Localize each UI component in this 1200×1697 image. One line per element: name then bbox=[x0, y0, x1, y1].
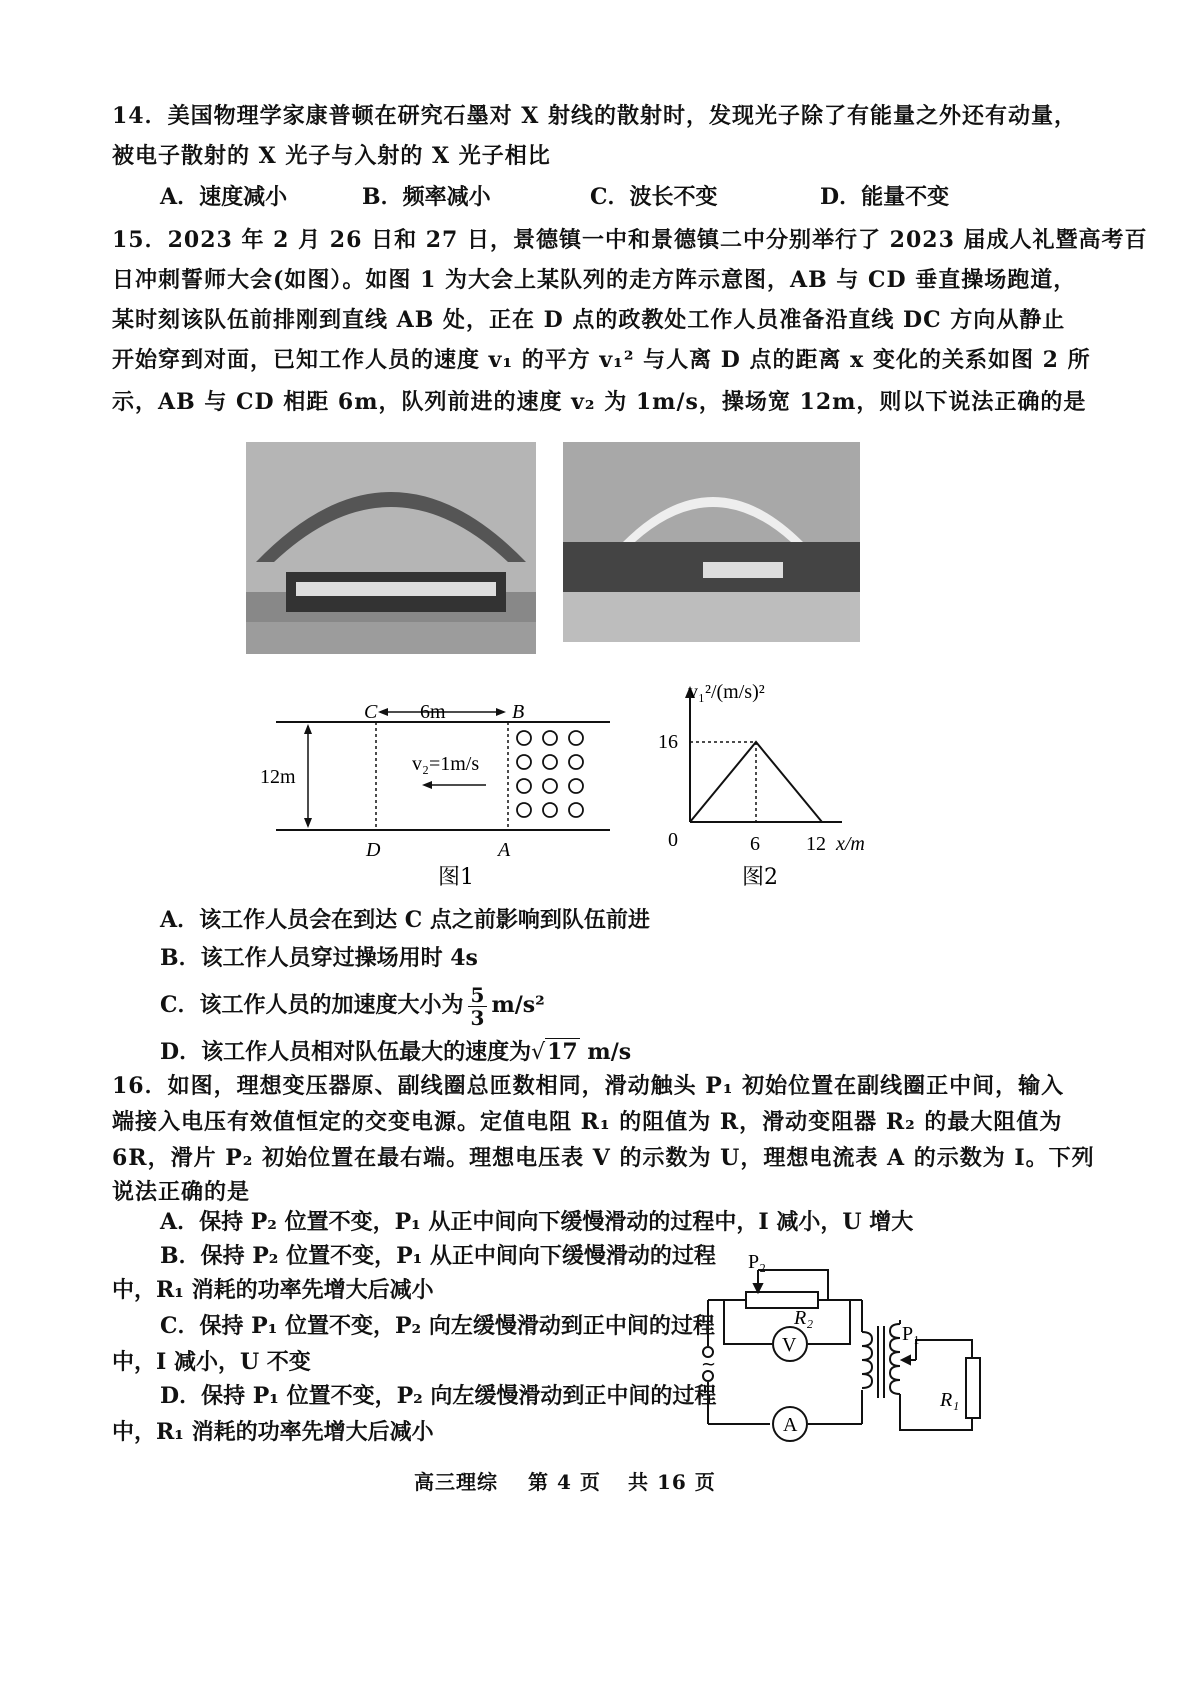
q16-option-c-line2: 中，I 减小，U 不变 bbox=[112, 1349, 311, 1375]
q15-option-a: A．该工作人员会在到达 C 点之前影响到队伍前进 bbox=[160, 907, 650, 933]
q15-line1: 15．2023 年 2 月 26 日和 27 日，景德镇一中和景德镇二中分别举行了 2023 届成人礼暨高考百 bbox=[112, 227, 1148, 253]
label-r2: R₂ bbox=[794, 1307, 814, 1329]
ceremony-photo-right bbox=[563, 442, 860, 642]
fraction-numerator: 5 bbox=[468, 984, 488, 1007]
q16-option-a: A．保持 P₂ 位置不变，P₁ 从正中间向下缓慢滑动的过程中，I 减小，U 增大 bbox=[160, 1209, 914, 1235]
footer-total: 共 16 页 bbox=[628, 1470, 716, 1494]
tick-16: 16 bbox=[658, 731, 678, 753]
q14-option-d: D．能量不变 bbox=[820, 184, 950, 210]
q16-line4: 说法正确的是 bbox=[112, 1179, 251, 1205]
ac-source-icon: ~ bbox=[701, 1354, 717, 1375]
label-c: C bbox=[364, 701, 378, 723]
q15-line2: 日冲刺誓师大会(如图）。如图 1 为大会上某队列的走方阵示意图，AB 与 CD 垂直操场跑道， bbox=[112, 267, 1077, 293]
sqrt-symbol: √ bbox=[531, 1040, 546, 1065]
q14-line1: 14．美国物理学家康普顿在研究石墨对 X 射线的散射时，发现光子除了有能量之外还有动量， bbox=[112, 103, 1078, 129]
width-label: 12m bbox=[260, 766, 296, 788]
marching-formation bbox=[517, 731, 583, 817]
figure-2-graph bbox=[652, 672, 892, 894]
distance-label: 6m bbox=[420, 701, 446, 723]
fraction bbox=[468, 984, 488, 1029]
q16-option-c-line1: C．保持 P₁ 位置不变，P₂ 向左缓慢滑动到正中间的过程 bbox=[160, 1313, 715, 1339]
ceremony-photo-left bbox=[246, 442, 536, 654]
q16-option-b-line1: B．保持 P₂ 位置不变，P₁ 从正中间向下缓慢滑动的过程 bbox=[160, 1243, 716, 1269]
ammeter-label: A bbox=[783, 1414, 798, 1436]
footer-subject: 高三理综 bbox=[414, 1470, 498, 1494]
figure-1-caption: 图1 bbox=[438, 865, 474, 890]
q15-option-d-text: D．该工作人员相对队伍最大的速度为 bbox=[160, 1039, 532, 1065]
q16-line2: 端接入电压有效值恒定的交变电源。定值电阻 R₁ 的阻值为 R，滑动变阻器 R₂ 的最大阻值为 bbox=[112, 1109, 1063, 1135]
q15-option-d-unit: m/s bbox=[587, 1039, 632, 1065]
tick-6: 6 bbox=[750, 833, 760, 855]
tick-12: 12 bbox=[806, 833, 826, 855]
transformer-circuit bbox=[690, 1254, 1010, 1454]
q16-line1: 16．如图，理想变压器原、副线圈总匝数相同，滑动触头 P₁ 初始位置在副线圈正中间，输入 bbox=[112, 1073, 1065, 1099]
q14-line2: 被电子散射的 X 光子与入射的 X 光子相比 bbox=[112, 143, 551, 169]
q16-line3: 6R，滑片 P₂ 初始位置在最右端。理想电压表 V 的示数为 U，理想电流表 A 的示数为 I。下列 bbox=[112, 1145, 1095, 1171]
label-d: D bbox=[366, 839, 381, 861]
q15-line4: 开始穿到对面，已知工作人员的速度 v₁ 的平方 v₁² 与人离 D 点的距离 x 变化的关系如图 2 所 bbox=[112, 347, 1091, 373]
label-b: B bbox=[512, 701, 525, 723]
secondary-coil bbox=[890, 1324, 900, 1394]
figure-2-caption: 图2 bbox=[742, 865, 778, 890]
voltmeter-label: V bbox=[782, 1334, 797, 1356]
q15-option-b: B．该工作人员穿过操场用时 4s bbox=[160, 945, 478, 971]
label-p2: P₂ bbox=[748, 1254, 767, 1273]
q15-option-c-unit: m/s² bbox=[491, 992, 545, 1018]
q16-option-b-line2: 中，R₁ 消耗的功率先增大后减小 bbox=[112, 1277, 434, 1303]
q14-option-a: A．速度减小 bbox=[160, 184, 288, 210]
q16-option-d-line2: 中，R₁ 消耗的功率先增大后减小 bbox=[112, 1419, 434, 1445]
label-p1: P₁ bbox=[902, 1323, 921, 1345]
q16-option-d-line1: D．保持 P₁ 位置不变，P₂ 向左缓慢滑动到正中间的过程 bbox=[160, 1383, 717, 1409]
footer-page: 第 4 页 bbox=[528, 1470, 601, 1494]
y-axis-label: v₁²/(m/s)² bbox=[688, 681, 765, 703]
tick-0: 0 bbox=[668, 829, 678, 851]
label-r1: R₁ bbox=[940, 1389, 960, 1411]
q15-line3: 某时刻该队伍前排刚到直线 AB 处，正在 D 点的政教处工作人员准备沿直线 DC 方向从静止 bbox=[112, 307, 1066, 333]
q15-option-c bbox=[160, 980, 545, 1030]
primary-coil bbox=[862, 1332, 872, 1388]
label-a: A bbox=[498, 839, 511, 861]
resistor-r1 bbox=[966, 1358, 980, 1418]
q14-option-c: C．波长不变 bbox=[590, 184, 718, 210]
velocity-label: v₂=1m/s bbox=[412, 753, 480, 775]
figure-1-diagram bbox=[260, 690, 620, 890]
q14-option-b: B．频率减小 bbox=[362, 184, 491, 210]
q15-option-c-text: C．该工作人员的加速度大小为 bbox=[160, 992, 464, 1018]
rheostat-r2 bbox=[746, 1292, 818, 1308]
x-axis-label: x/m bbox=[836, 833, 865, 855]
fraction-denominator: 3 bbox=[470, 1005, 485, 1030]
q15-line5: 示，AB 与 CD 相距 6m，队列前进的速度 v₂ 为 1m/s，操场宽 12m，则以下说法正确的是 bbox=[112, 389, 1087, 415]
sqrt-radicand: 17 bbox=[547, 1039, 578, 1065]
q15-option-d bbox=[160, 1036, 631, 1069]
